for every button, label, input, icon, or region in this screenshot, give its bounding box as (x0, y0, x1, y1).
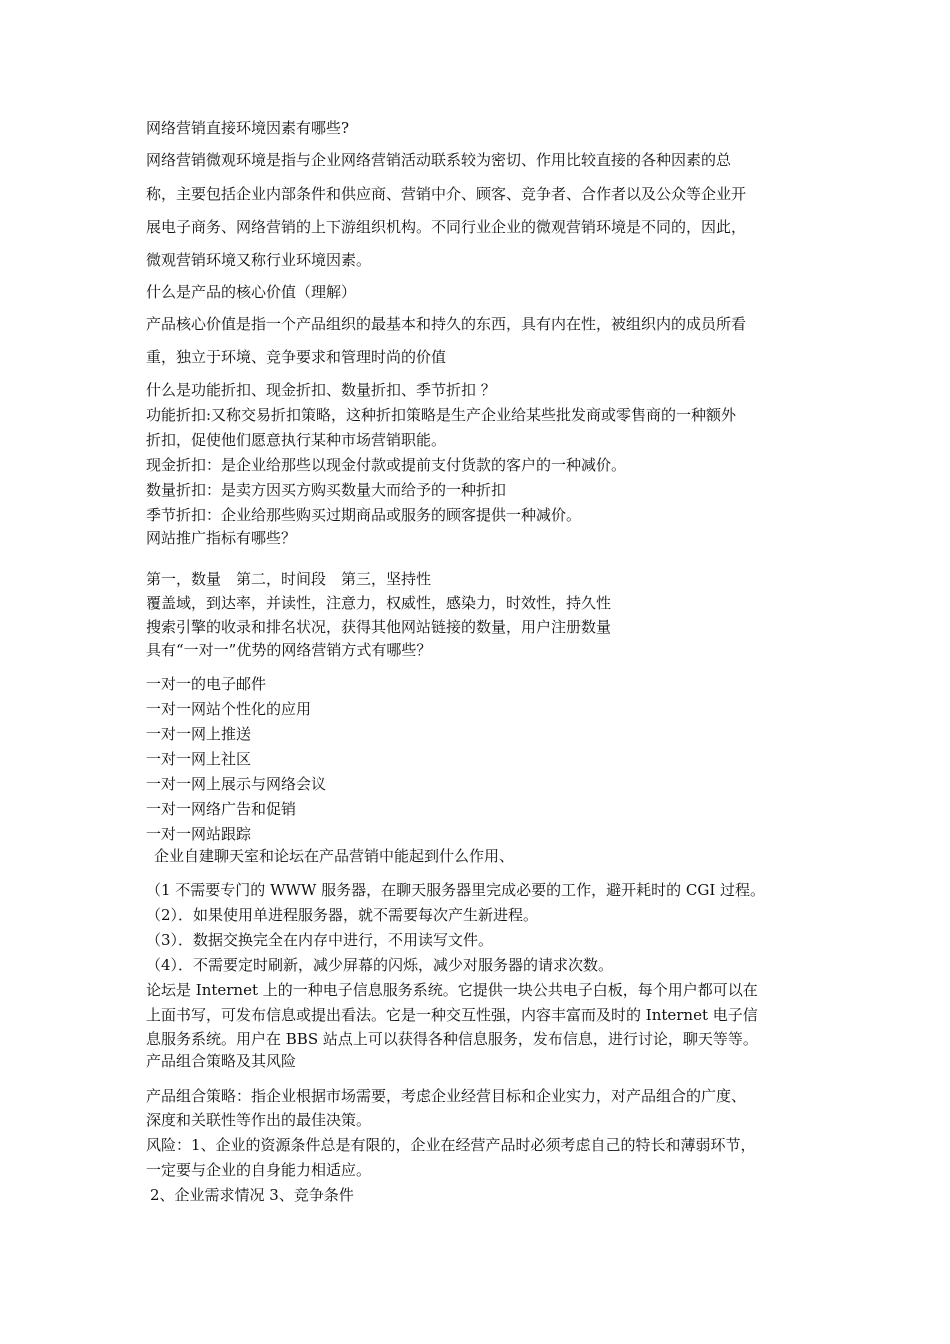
paragraph-line: 展电子商务、网络营销的上下游组织机构。不同行业企业的微观营销环境是不同的，因此， (146, 218, 747, 236)
paragraph-line: 重，独立于环境、竞争要求和管理时尚的价值 (146, 348, 447, 366)
paragraph-line: （3）．数据交换完全在内存中进行，不用读写文件。 (146, 931, 494, 949)
paragraph-line: 一定要与企业的自身能力相适应。 (146, 1161, 372, 1179)
paragraph-line: 论坛是 Internet 上的一种电子信息服务系统。它提供一块公共电子白板，每个用户都可以在 (146, 981, 758, 999)
list-item: 一对一的电子邮件 (146, 675, 267, 693)
heading-core-value: 什么是产品的核心价值（理解） (146, 283, 357, 301)
heading-direct-environment: 网络营销直接环境因素有哪些? (146, 119, 350, 137)
paragraph-line: 上面书写，可发布信息或提出看法。它是一种交互性强，内容丰富而及时的 Internet 电子信 (146, 1006, 758, 1024)
paragraph-line: 深度和关联性等作出的最佳决策。 (146, 1111, 372, 1129)
heading-discounts: 什么是功能折扣、现金折扣、数量折扣、季节折扣 ？ (146, 381, 496, 399)
paragraph-line: 现金折扣：是企业给那些以现金付款或提前支付货款的客户的一种减价。 (146, 456, 627, 474)
paragraph-line: 功能折扣:又称交易折扣策略，这种折扣策略是生产企业给某些批发商或零售商的一种额外 (146, 406, 737, 424)
list-item: 一对一网上展示与网络会议 (146, 775, 327, 793)
list-item: 一对一网络广告和促销 (146, 800, 297, 818)
paragraph-line: 覆盖域，到达率，并读性，注意力，权威性，感染力，时效性，持久性 (146, 594, 612, 612)
list-item: 一对一网站跟踪 (146, 825, 252, 843)
paragraph-line: （2）．如果使用单进程服务器，就不需要每次产生新进程。 (146, 906, 539, 924)
list-item: 一对一网上推送 (146, 725, 252, 743)
paragraph-line: （1 不需要专门的 WWW 服务器，在聊天服务器里完成必要的工作，避开耗时的 CGI 过程。 (146, 881, 766, 899)
paragraph-line: 搜索引擎的收录和排名状况，获得其他网站链接的数量，用户注册数量 (146, 618, 612, 636)
paragraph-line: 第一，数量 第二，时间段 第三，坚持性 (146, 570, 432, 588)
list-item: 一对一网上社区 (146, 750, 252, 768)
paragraph-line: 网络营销微观环境是指与企业网络营销活动联系较为密切、作用比较直接的各种因素的总 (146, 151, 732, 169)
heading-chat-forum: 企业自建聊天室和论坛在产品营销中能起到什么作用、 (154, 847, 515, 865)
paragraph-line: 称，主要包括企业内部条件和供应商、营销中介、顾客、竞争者、合作者以及公众等企业开 (146, 185, 747, 203)
paragraph-line: 季节折扣：企业给那些购买过期商品或服务的顾客提供一种减价。 (146, 506, 582, 524)
paragraph-line: 风险：1、企业的资源条件总是有限的，企业在经营产品时必须考虑自己的特长和薄弱环节， (146, 1136, 756, 1154)
list-item: 一对一网站个性化的应用 (146, 700, 312, 718)
paragraph-line: （4）．不需要定时刷新，减少屏幕的闪烁，减少对服务器的请求次数。 (146, 956, 614, 974)
paragraph-line: 数量折扣：是卖方因买方购买数量大而给予的一种折扣 (146, 481, 507, 499)
paragraph-line: 折扣，促使他们愿意执行某种市场营销职能。 (146, 431, 447, 449)
heading-one-to-one: 具有“一对一”优势的网络营销方式有哪些？ (146, 641, 432, 659)
paragraph-line: 微观营销环境又称行业环境因素。 (146, 251, 372, 269)
heading-product-mix: 产品组合策略及其风险 (146, 1052, 297, 1070)
paragraph-line: 息服务系统。用户在 BBS 站点上可以获得各种信息服务，发布信息，进行讨论，聊天等等。 (146, 1030, 758, 1048)
paragraph-line: 产品组合策略：指企业根据市场需要，考虑企业经营目标和企业实力，对产品组合的广度、 (146, 1087, 747, 1105)
paragraph-line: 2、企业需求情况 3、竞争条件 (150, 1186, 354, 1204)
heading-site-promotion: 网站推广指标有哪些？ (146, 529, 297, 547)
paragraph-line: 产品核心价值是指一个产品组织的最基本和持久的东西，具有内在性，被组织内的成员所看 (146, 315, 747, 333)
